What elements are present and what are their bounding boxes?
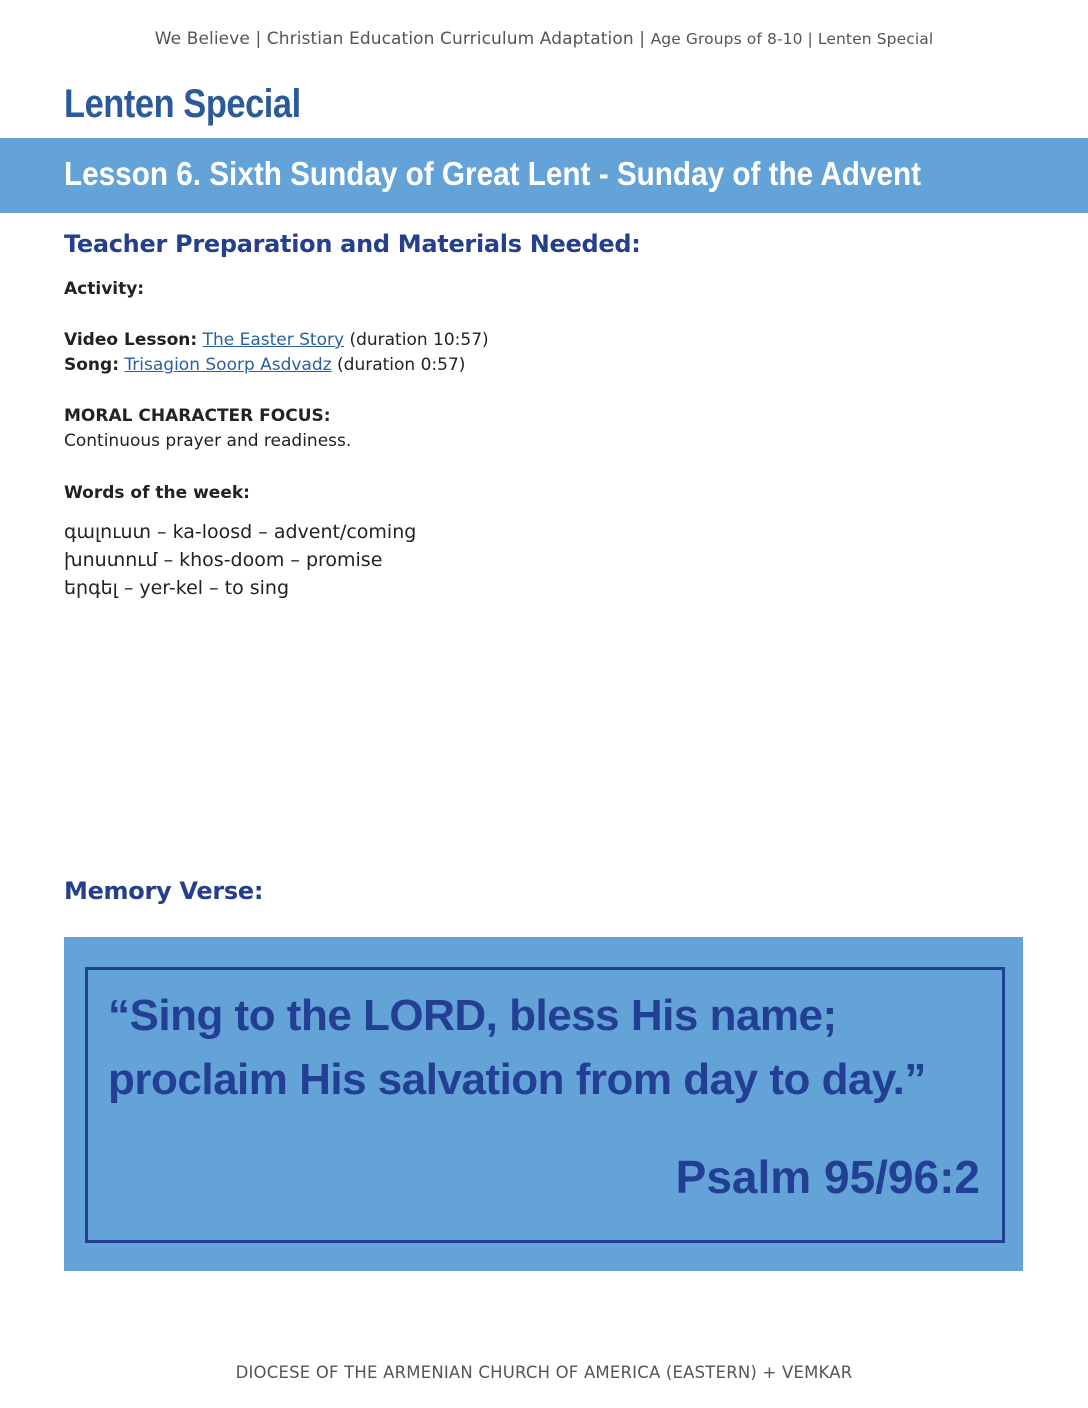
word-item: գալուստ – ka-loosd – advent/coming [64, 521, 417, 543]
running-header-main: We Believe | Christian Education Curriculum Adaptation | [154, 29, 646, 49]
memory-verse-box [64, 937, 1023, 1271]
words-list [64, 518, 416, 602]
activity-label-text: Activity: [64, 279, 145, 299]
word-item: երգել – yer-kel – to sing [64, 577, 290, 599]
memory-verse-frame [85, 967, 1005, 1243]
video-link[interactable]: The Easter Story [202, 330, 345, 350]
moral-text: Continuous prayer and readiness. [64, 431, 352, 451]
moral-label: MORAL CHARACTER FOCUS: [64, 406, 331, 426]
video-lesson-line [64, 328, 489, 353]
memory-heading: Memory Verse: [64, 877, 264, 905]
song-label: Song: [64, 355, 119, 375]
running-header-small: Age Groups of 8-10 | Lenten Special [650, 30, 934, 48]
word-item: խոստում – khos-doom – promise [64, 549, 383, 571]
running-header [0, 29, 1088, 49]
words-label [64, 481, 250, 506]
verse-line: “Sing to the LORD, bless His name; [108, 991, 837, 1040]
video-label: Video Lesson: [64, 330, 198, 350]
memory-verse-text [108, 984, 988, 1112]
activity-label [64, 277, 144, 302]
lesson-title: Lesson 6. Sixth Sunday of Great Lent - Sunday of the Advent [64, 155, 922, 192]
song-line [64, 353, 489, 378]
video-duration: (duration 10:57) [349, 330, 489, 350]
page-footer: DIOCESE OF THE ARMENIAN CHURCH OF AMERICA (EASTERN) + VEMKAR [235, 1363, 853, 1382]
song-link[interactable]: Trisagion Soorp Asdvadz [124, 355, 332, 375]
song-duration: (duration 0:57) [337, 355, 466, 375]
media-list [64, 328, 489, 378]
moral-focus [64, 404, 351, 454]
verse-reference: Psalm 95/96:2 [675, 1151, 980, 1203]
section-title: Lenten Special [64, 82, 301, 126]
verse-line: proclaim His salvation from day to day.” [108, 1055, 926, 1104]
prep-heading: Teacher Preparation and Materials Needed: [64, 230, 641, 258]
words-label-text: Words of the week: [64, 483, 250, 503]
